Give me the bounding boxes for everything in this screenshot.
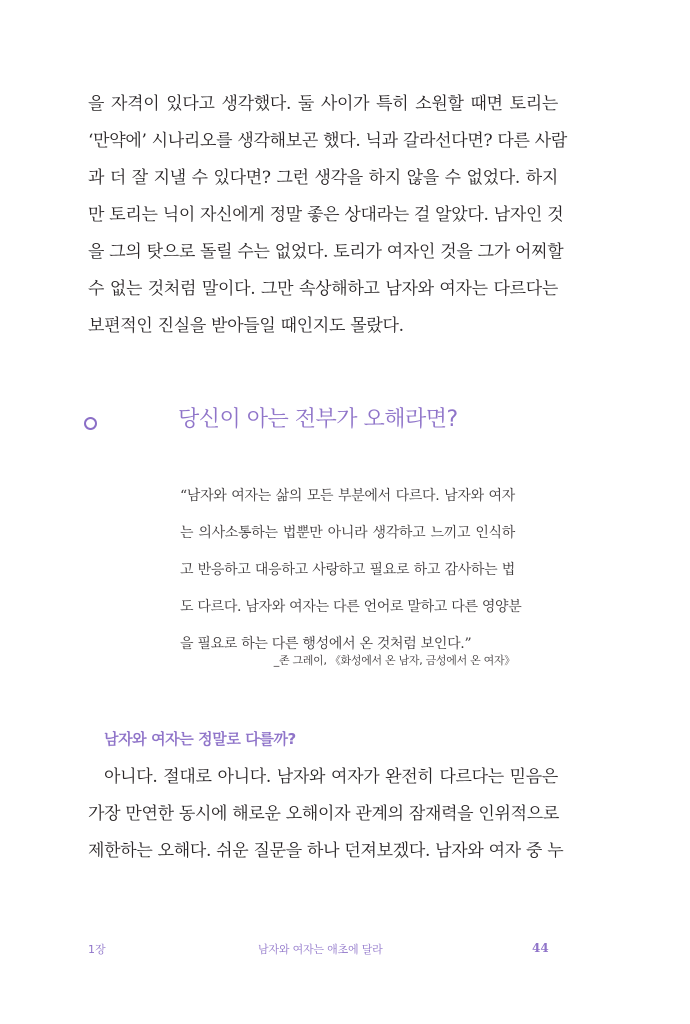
text-line: ‘만약에’ 시나리오를 생각해보곤 했다. 닉과 갈라선다면? 다른 사람 (88, 131, 568, 151)
circle-bullet-icon (84, 417, 97, 430)
page-number: 44 (532, 941, 549, 955)
body-paragraph (88, 759, 564, 870)
text-line: 제한하는 오해다. 쉬운 질문을 하나 던져보겠다. 남자와 여자 중 누 (88, 841, 564, 861)
quote-line: 는 의사소통하는 법뿐만 아니라 생각하고 느끼고 인식하 (180, 525, 515, 541)
body-paragraph (88, 86, 568, 345)
epigraph-quote (180, 478, 522, 663)
text-line: 만 토리는 닉이 자신에게 정말 좋은 상대라는 걸 알았다. 남자인 것 (88, 205, 564, 225)
quote-line: 도 다르다. 남자와 여자는 다른 언어로 말하고 다른 영양분 (180, 599, 522, 615)
quote-attribution: _존 그레이, 《화성에서 온 남자, 금성에서 온 여자》 (273, 654, 515, 667)
footer-chapter-label: 1장 (88, 943, 106, 956)
quote-line: 을 필요로 하는 다른 행성에서 온 것처럼 보인다.” (180, 636, 472, 652)
footer-running-title: 남자와 여자는 애초에 달라 (258, 943, 383, 956)
quote-line: 고 반응하고 대응하고 사랑하고 필요로 하고 감사하는 법 (180, 562, 515, 578)
text-line: 아니다. 절대로 아니다. 남자와 여자가 완전히 다르다는 믿음은 (104, 767, 558, 787)
text-line: 보편적인 진실을 받아들일 때인지도 몰랐다. (88, 316, 404, 336)
quote-line: “남자와 여자는 삶의 모든 부분에서 다르다. 남자와 여자 (180, 488, 515, 504)
section-heading: 당신이 아는 전부가 오해라면? (178, 407, 458, 432)
text-line: 을 그의 탓으로 돌릴 수는 없었다. 토리가 여자인 것을 그가 어찌할 (88, 242, 564, 262)
text-line: 가장 만연한 동시에 해로운 오해이자 관계의 잠재력을 인위적으로 (88, 804, 560, 824)
subsection-heading: 남자와 여자는 정말로 다를까? (104, 730, 296, 748)
text-line: 수 없는 것처럼 말이다. 그만 속상해하고 남자와 여자는 다르다는 (88, 279, 558, 299)
text-line: 을 자격이 있다고 생각했다. 둘 사이가 특히 소원할 때면 토리는 (88, 94, 558, 114)
text-line: 과 더 잘 지낼 수 있다면? 그런 생각을 하지 않을 수 없었다. 하지 (88, 168, 558, 188)
